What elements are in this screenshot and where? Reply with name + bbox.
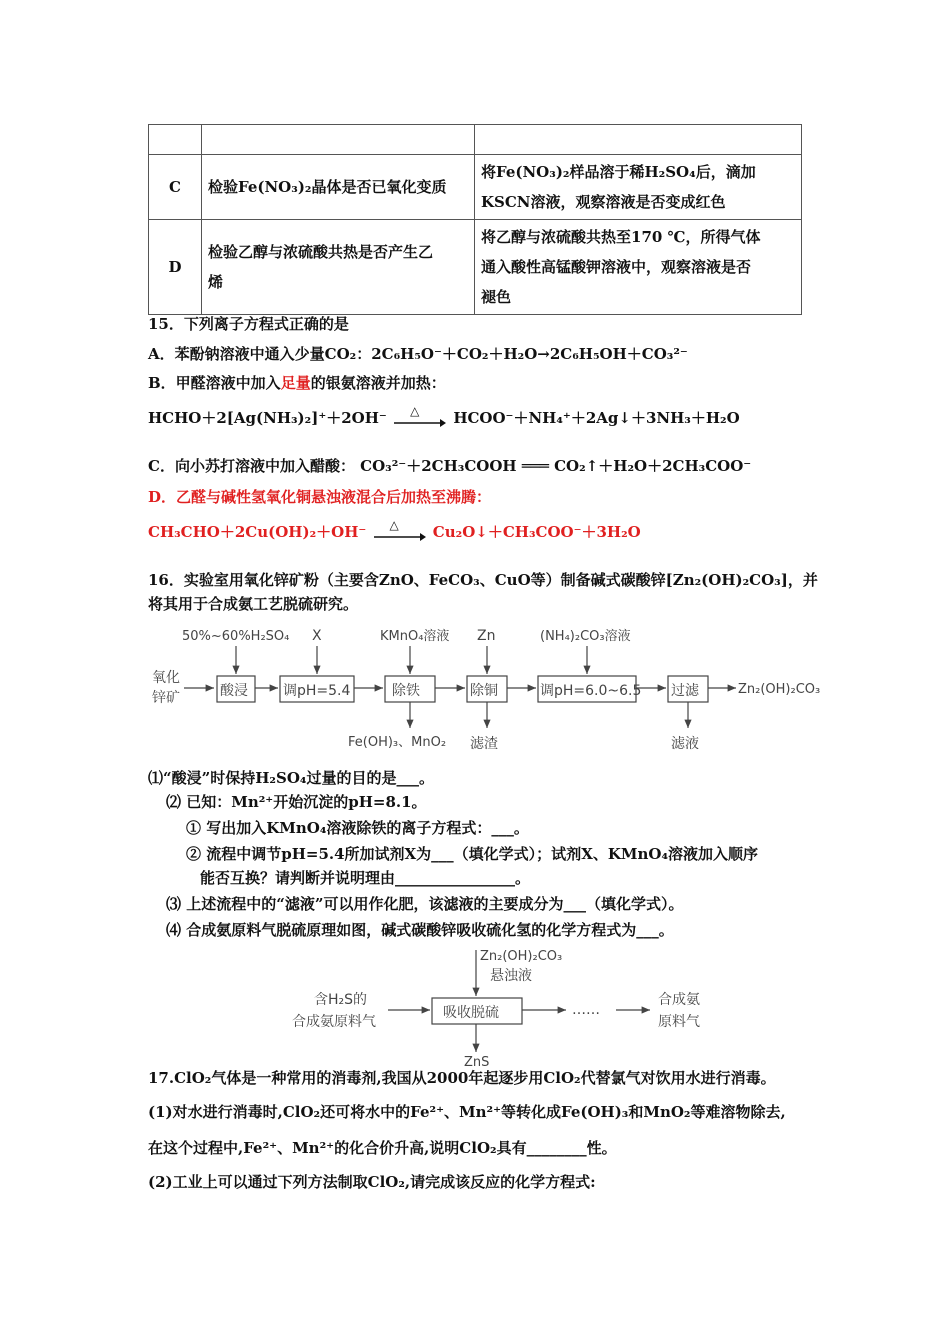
option-b-text: 的银氨溶液并加热： [310, 374, 446, 392]
equation-right: Cu₂O↓＋CH₃COO⁻＋3H₂O [432, 523, 641, 541]
row-purpose [202, 220, 475, 315]
q16-part2a: ① 写出加入KMnO₄溶液除铁的离子方程式：___。 [186, 819, 529, 837]
flow-input: (NH₄)₂CO₃溶液 [540, 629, 631, 644]
method-line: 褪色 [481, 288, 512, 306]
diagram-left-label: 含H₂S的 [314, 992, 368, 1008]
method-line: 将乙醇与浓硫酸共热至170 ℃，所得气体 [481, 228, 761, 246]
flow-output: 滤液 [671, 736, 699, 752]
flow-start: 氧化 [152, 670, 180, 686]
table-cell [149, 125, 202, 155]
process-flowchart [140, 622, 840, 758]
q16-part2b: ② 流程中调节pH=5.4所加试剂X为___（填化学式）；试剂X、KMnO₄溶液加入顺序 [186, 845, 759, 863]
flow-box-label: 酸浸 [220, 683, 248, 699]
desulfurization-diagram [280, 944, 720, 1070]
flow-box-label: 过滤 [671, 683, 699, 699]
q16-part4: ⑷ 合成氨原料气脱硫原理如图，碱式碳酸锌吸收硫化氢的化学方程式为___。 [166, 921, 674, 939]
diagram-dots: …… [572, 1002, 600, 1018]
diagram-box-label: 吸收脱硫 [443, 1005, 499, 1021]
heat-symbol: △ [389, 518, 399, 532]
flow-box-label: 调pH=6.0~6.5 [540, 683, 642, 699]
flow-input: 50%~60%H₂SO₄ [182, 629, 290, 644]
row-label: D [149, 220, 202, 315]
flow-output: Fe(OH)₃、MnO₂ [348, 735, 447, 750]
q17-part1: (1)对水进行消毒时,ClO₂还可将水中的Fe²⁺、Mn²⁺等转化成Fe(OH)₃和MnO₂等难溶物除去, [148, 1103, 786, 1121]
flow-box-label: 调pH=5.4 [283, 683, 351, 699]
row-label: C [149, 155, 202, 220]
flow-start: 锌矿 [152, 690, 180, 706]
heat-arrow-icon [374, 518, 426, 543]
q15-option-d: D．乙醛与碱性氢氧化铜悬浊液混合后加热至沸腾： [148, 488, 492, 506]
option-b-text: B．甲醛溶液中加入 [148, 374, 281, 392]
diagram-right-label: 合成氨 [658, 992, 700, 1008]
q17-stem: 17.ClO₂气体是一种常用的消毒剂,我国从2000年起逐步用ClO₂代替氯气对饮用水进行消毒。 [148, 1069, 776, 1087]
q15-option-b-equation [148, 404, 740, 429]
diagram-right-label: 原料气 [658, 1014, 700, 1030]
flow-input: X [312, 628, 322, 644]
equation-right: HCOO⁻＋NH₄⁺＋2Ag↓＋3NH₃＋H₂O [453, 409, 740, 427]
q15-option-c: C．向小苏打溶液中加入醋酸： CO₃²⁻＋2CH₃COOH ═══ CO₂↑＋H₂O＋2CH₃COO⁻ [148, 457, 752, 475]
q16-part1: ⑴“酸浸”时保持H₂SO₄过量的目的是___。 [148, 769, 434, 787]
equation-left: HCHO＋2[Ag(NH₃)₂]⁺＋2OH⁻ [148, 409, 387, 427]
table-row [149, 155, 802, 220]
purpose-line: 检验乙醇与浓硫酸共热是否产生乙 [208, 243, 434, 261]
flow-input: Zn [477, 628, 496, 644]
option-b-highlight: 足量 [280, 374, 311, 392]
q15-option-b [148, 373, 446, 393]
q16-part2b-2: 能否互换？请判断并说明理由________________。 [200, 869, 531, 887]
q16-part3: ⑶ 上述流程中的“滤液”可以用作化肥，该滤液的主要成分为___（填化学式）。 [166, 895, 684, 913]
table-cell [202, 125, 475, 155]
diagram-top-label: Zn₂(OH)₂CO₃ [480, 949, 563, 964]
heat-symbol: △ [410, 404, 420, 418]
flow-product: Zn₂(OH)₂CO₃ [738, 682, 821, 697]
flow-box-label: 除铁 [392, 683, 420, 699]
row-method [475, 155, 802, 220]
experiment-table [148, 124, 802, 315]
q15-option-d-equation [148, 518, 641, 543]
table-row [149, 220, 802, 315]
diagram-bottom-label: ZnS [464, 1055, 490, 1070]
q16-stem: 16．实验室用氧化锌矿粉（主要含ZnO、FeCO₃、CuO等）制备碱式碳酸锌[Zn₂(OH)₂CO₃]，并 [148, 571, 818, 589]
flow-input: KMnO₄溶液 [380, 629, 450, 644]
table-cell [475, 125, 802, 155]
q16-part2: ⑵ 已知：Mn²⁺开始沉淀的pH=8.1。 [166, 793, 427, 811]
flow-box-label: 除铜 [470, 683, 498, 699]
row-purpose: 检验Fe(NO₃)₂晶体是否已氧化变质 [202, 155, 475, 220]
q17-part1-2: 在这个过程中,Fe²⁺、Mn²⁺的化合价升高,说明ClO₂具有________性。 [148, 1139, 617, 1157]
flow-output: 滤渣 [470, 736, 498, 752]
table-row [149, 125, 802, 155]
equation-left: CH₃CHO＋2Cu(OH)₂＋OH⁻ [148, 523, 367, 541]
q15-stem: 15．下列离子方程式正确的是 [148, 315, 349, 333]
method-line: 通入酸性高锰酸钾溶液中，观察溶液是否 [481, 258, 752, 276]
q17-part2: (2)工业上可以通过下列方法制取ClO₂,请完成该反应的化学方程式: [148, 1173, 596, 1191]
diagram-left-label: 合成氨原料气 [292, 1014, 376, 1030]
method-line: KSCN溶液，观察溶液是否变成红色 [481, 193, 726, 211]
method-line: 将Fe(NO₃)₂样品溶于稀H₂SO₄后，滴加 [481, 163, 756, 181]
diagram-top-label: 悬浊液 [490, 968, 532, 984]
q16-stem-2: 将其用于合成氨工艺脱硫研究。 [148, 595, 359, 613]
q15-option-a: A．苯酚钠溶液中通入少量CO₂：2C₆H₅O⁻＋CO₂＋H₂O→2C₆H₅OH＋CO₃²⁻ [148, 345, 688, 363]
heat-arrow-icon [394, 404, 446, 429]
row-method [475, 220, 802, 315]
purpose-line: 烯 [208, 273, 224, 291]
